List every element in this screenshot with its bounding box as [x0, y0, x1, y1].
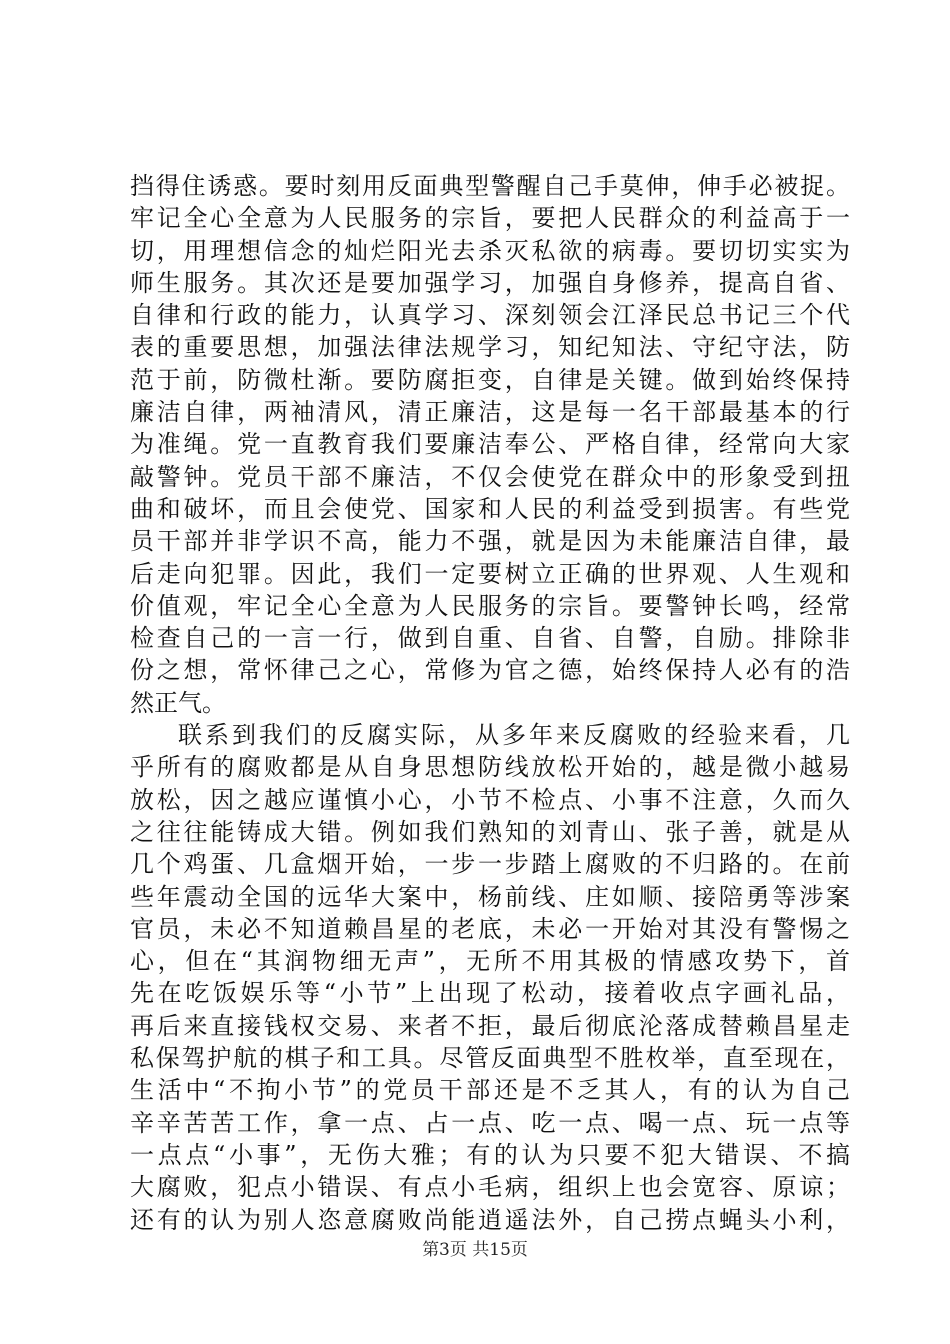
text-line: 牢记全心全意为人民服务的宗旨，要把人民群众的利益高于一	[130, 204, 850, 233]
text-line: 私保驾护航的棋子和工具。尽管反面典型不胜枚举，直至现在，	[130, 1044, 850, 1073]
text-line: 份之想，常怀律己之心，常修为官之德，始终保持人必有的浩	[130, 656, 850, 685]
text-line: 挡得住诱惑。要时刻用反面典型警醒自己手莫伸，伸手必被捉。	[130, 172, 850, 200]
text-line: 乎所有的腐败都是从自身思想防线放松开始的，越是微小越易	[130, 753, 850, 782]
text-line: 些年震动全国的远华大案中，杨前线、庄如顺、接陪勇等涉案	[130, 882, 850, 911]
text-line: 价值观，牢记全心全意为人民服务的宗旨。要警钟长鸣，经常	[130, 591, 850, 620]
text-line: 官员，未必不知道赖昌星的老底，未必一开始对其没有警惕之	[130, 914, 850, 943]
text-line: 放松，因之越应谨慎小心，小节不检点、小事不注意，久而久	[130, 785, 850, 814]
text-line: 自律和行政的能力，认真学习、深刻领会江泽民总书记三个代	[130, 301, 850, 330]
text-line: 后走向犯罪。因此，我们一定要树立正确的世界观、人生观和	[130, 559, 850, 588]
text-line: 一点点“小事”，无伤大雅；有的认为只要不犯大错误、不搞	[130, 1140, 850, 1169]
text-line: 曲和破坏，而且会使党、国家和人民的利益受到损害。有些党	[130, 494, 850, 523]
text-line: 廉洁自律，两袖清风，清正廉洁，这是每一名干部最基本的行	[130, 398, 850, 427]
text-line: 辛辛苦苦工作，拿一点、占一点、吃一点、喝一点、玩一点等	[130, 1108, 850, 1137]
text-line: 为准绳。党一直教育我们要廉洁奉公、严格自律，经常向大家	[130, 430, 850, 459]
text-line: 范于前，防微杜渐。要防腐拒变，自律是关键。做到始终保持	[130, 365, 850, 394]
text-line: 员干部并非学识不高，能力不强，就是因为未能廉洁自律，最	[130, 527, 850, 556]
text-line: 还有的认为别人恣意腐败尚能逍遥法外，自己捞点蝇头小利，	[130, 1205, 850, 1234]
text-line: 心，但在“其润物细无声”，无所不用其极的情感攻势下，首	[130, 947, 850, 976]
text-line: 敲警钟。党员干部不廉洁，不仅会使党在群众中的形象受到扭	[130, 462, 850, 491]
text-line: 师生服务。其次还是要加强学习，加强自身修养，提高自省、	[130, 268, 850, 297]
text-line: 大腐败，犯点小错误、有点小毛病，组织上也会宽容、原谅；	[130, 1173, 850, 1202]
text-line: 先在吃饭娱乐等“小节”上出现了松动，接着收点字画礼品，	[130, 979, 850, 1008]
page-number-footer: 第3页 共15页	[422, 1240, 528, 1260]
text-line: 联系到我们的反腐实际，从多年来反腐败的经验来看，几	[178, 721, 850, 750]
text-line: 生活中“不拘小节”的党员干部还是不乏其人，有的认为自己	[130, 1076, 850, 1105]
text-line: 然正气。	[130, 688, 226, 717]
text-line: 检查自己的一言一行，做到自重、自省、自警，自励。排除非	[130, 624, 850, 653]
text-line: 切，用理想信念的灿烂阳光去杀灭私欲的病毒。要切切实实为	[130, 236, 850, 265]
text-line: 之往往能铸成大错。例如我们熟知的刘青山、张子善，就是从	[130, 817, 850, 846]
text-line: 几个鸡蛋、几盒烟开始，一步一步踏上腐败的不归路的。在前	[130, 850, 850, 879]
body-text	[130, 170, 850, 1236]
text-line: 再后来直接钱权交易、来者不拒，最后彻底沦落成替赖昌星走	[130, 1011, 850, 1040]
text-line: 表的重要思想，加强法律法规学习，知纪知法、守纪守法，防	[130, 333, 850, 362]
